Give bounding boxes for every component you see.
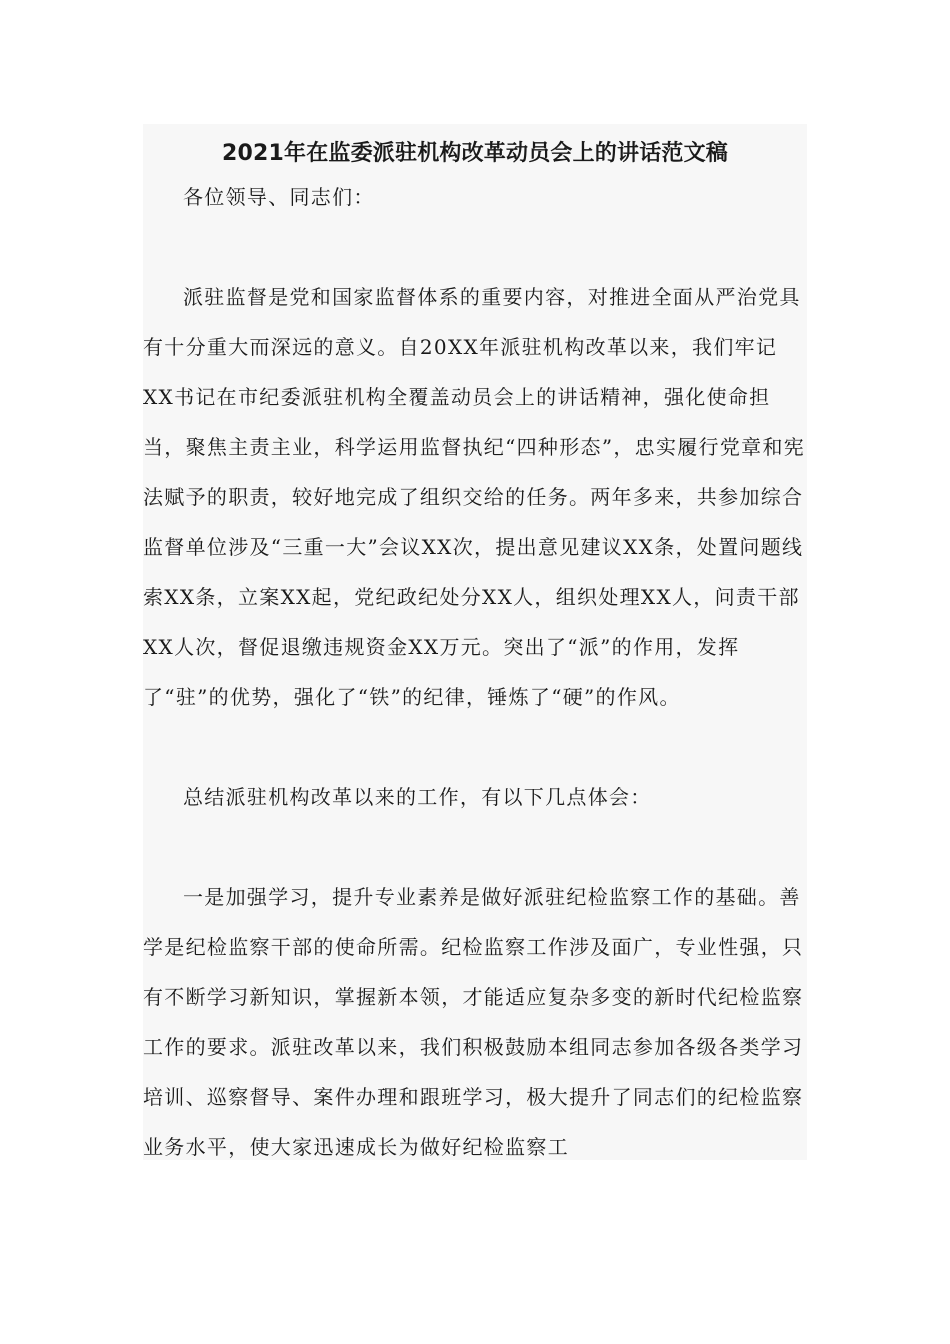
document-title: 2021年在监委派驻机构改革动员会上的讲话范文稿 [221,141,729,166]
document-body [143,172,807,1172]
salutation: 各位领导、同志们： [183,185,375,209]
paragraph: 派驻监督是党和国家监督体系的重要内容，对推进全面从严治党具有十分重大而深远的意义。自20XX年派驻机构改革以来，我们牢记XX书记在市纪委派驻机构全覆盖动员会上的讲话精神，强化使命担当，聚焦主责主业，科学运用监督执纪“四种形态”，忠实履行党章和宪法赋予的职责，较好地完成了组织交给的任务。两年多来，共参加综合监督单位涉及“三重一大”会议XX次，提出意见建议XX条，处置问题线索XX条，立案XX起，党纪政纪处分XX人，组织处理XX人，问责干部XX人次，督促退缴违规资金XX万元。突出了“派”的作用，发挥了“驻”的优势，强化了“铁”的纪律，锤炼了“硬”的作风。 [143,285,806,709]
paragraph: 总结派驻机构改革以来的工作，有以下几点体会： [183,785,652,809]
paragraph: 一是加强学习，提升专业素养是做好派驻纪检监察工作的基础。善学是纪检监察干部的使命所需。纪检监察工作涉及面广，专业性强，只有不断学习新知识，掌握新本领，才能适应复杂多变的新时代纪检监察工作的要求。派驻改革以来，我们积极鼓励本组同志参加各级各类学习培训、巡察督导、案件办理和跟班学习，极大提升了同志们的纪检监察业务水平，使大家迅速成长为做好纪检监察工 [143,885,804,1159]
